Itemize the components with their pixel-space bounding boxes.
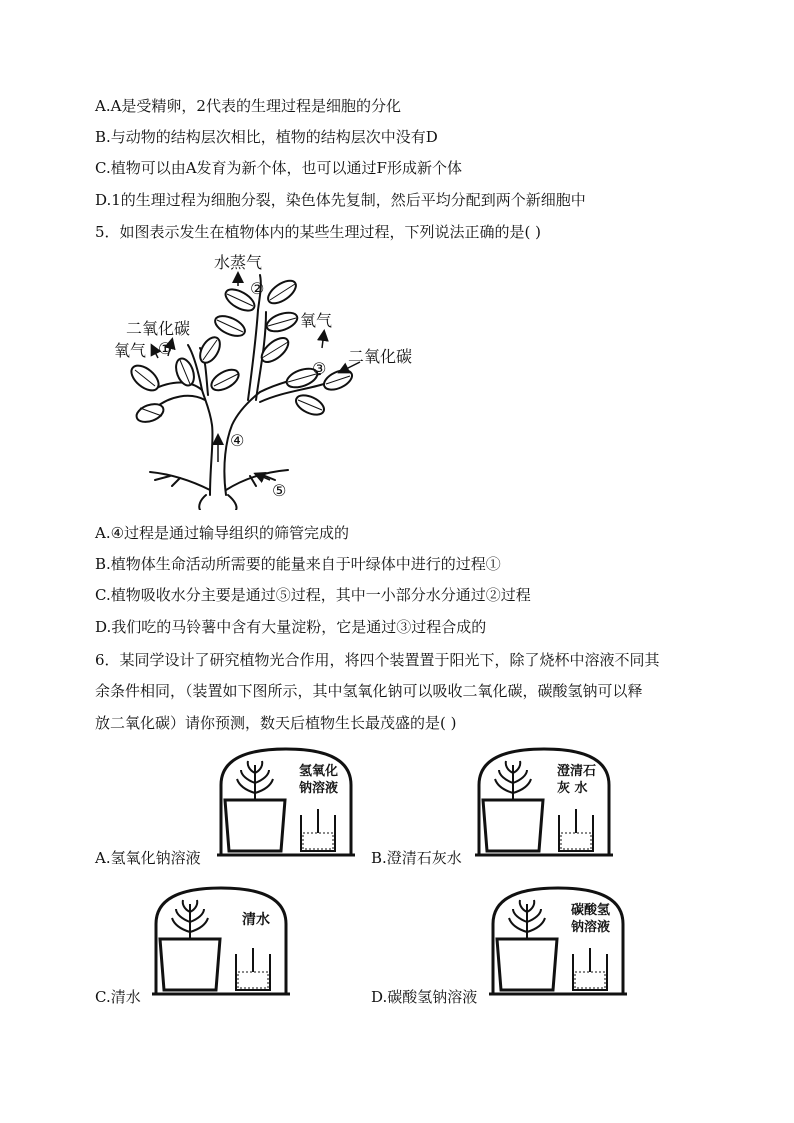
device-b-label: B.澄清石灰水 (371, 849, 462, 867)
device-b-beaker-text-2: 灰 水 (557, 781, 588, 796)
label-n4: ④ (230, 431, 245, 450)
device-a-beaker-text-2: 钠溶液 (299, 781, 339, 796)
device-b-diagram (473, 745, 615, 857)
device-c-beaker-text-1: 清水 (242, 912, 270, 928)
label-co2-left: 二氧化碳 (126, 319, 191, 338)
device-d-diagram (487, 884, 629, 996)
device-a-beaker-text-1: 氢氧化 (299, 764, 339, 779)
prev-option-a: A.A是受精卵，2代表的生理过程是细胞的分化 (95, 97, 401, 115)
label-n1: ① (158, 339, 173, 358)
q5-option-d: D.我们吃的马铃薯中含有大量淀粉，它是通过③过程合成的 (95, 618, 487, 636)
device-d-beaker-text-1: 碳酸氢 (571, 903, 611, 918)
prev-option-d: D.1的生理过程为细胞分裂，染色体先复制，然后平均分配到两个新细胞中 (95, 191, 586, 209)
label-o2-left: 氧气 (114, 341, 147, 360)
device-c-diagram (150, 884, 292, 996)
label-n3: ③ (312, 359, 327, 378)
device-d-label: D.碳酸氢钠溶液 (371, 988, 478, 1006)
q6-stem-line-3: 放二氧化碳）请你预测，数天后植物生长最茂盛的是( ) (95, 714, 457, 732)
plant-process-diagram (110, 250, 440, 510)
device-b-beaker-text-1: 澄清石 (557, 764, 597, 779)
q5-option-c: C.植物吸收水分主要是通过⑤过程，其中一小部分水分通过②过程 (95, 586, 531, 604)
device-a-diagram (215, 745, 357, 857)
prev-option-c: C.植物可以由A发育为新个体，也可以通过F形成新个体 (95, 159, 462, 177)
label-water-vapor: 水蒸气 (214, 253, 263, 272)
label-co2-right: 二氧化碳 (348, 347, 413, 366)
q5-stem: 5．如图表示发生在植物体内的某些生理过程，下列说法正确的是( ) (95, 223, 542, 241)
q5-option-a: A.④过程是通过输导组织的筛管完成的 (95, 524, 350, 542)
label-o2-right: 氧气 (300, 311, 333, 330)
device-a-label: A.氢氧化钠溶液 (95, 849, 201, 867)
prev-option-b: B.与动物的结构层次相比，植物的结构层次中没有D (95, 128, 438, 146)
q6-stem-line-2: 余条件相同，（装置如下图所示，其中氢氧化钠可以吸收二氧化碳，碳酸氢钠可以释 (95, 682, 643, 700)
label-n2: ② (250, 279, 265, 298)
q6-stem-line-1: 6．某同学设计了研究植物光合作用，将四个装置置于阳光下，除了烧杯中溶液不同其 (95, 651, 660, 669)
device-d-beaker-text-2: 钠溶液 (571, 920, 611, 935)
device-c-label: C.清水 (95, 988, 141, 1006)
label-n5: ⑤ (272, 481, 287, 500)
q5-option-b: B.植物体生命活动所需要的能量来自于叶绿体中进行的过程① (95, 555, 501, 573)
